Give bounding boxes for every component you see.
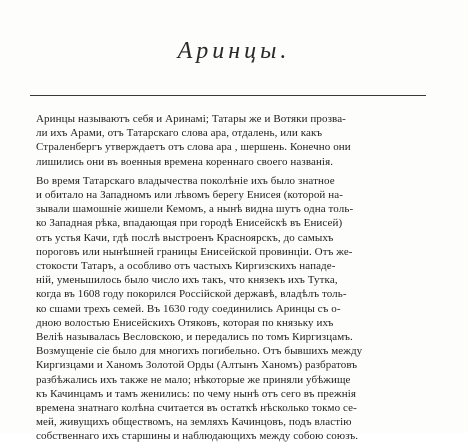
text-line: когда въ 1608 году покорился Россійской державѣ, владѣлъ толь- xyxy=(36,288,347,301)
paragraph-2 xyxy=(36,174,428,444)
body-text xyxy=(36,112,428,444)
text-line: Веліѣ называлась Весловскою, и передались по томъ Киргизцамъ. xyxy=(36,331,353,344)
text-line: Киргизцами и Ханомъ Золотой Орды (Алтынъ Ханомъ) разбратовъ xyxy=(36,359,358,372)
text-line: Во время Татарскаго владычества поколѣніе ихъ было знатное xyxy=(36,174,335,187)
text-line: ко сшами трехъ семей. Въ 1630 году соединились Аринцы съ о- xyxy=(36,302,341,315)
text-line: стокости Татаръ, а особливо отъ частыхъ Киргизскихъ нападе- xyxy=(36,260,336,273)
text-line: лишились они въ военныя времена кореннаго своего названія. xyxy=(36,155,334,168)
text-line: и обитало на Западномъ или лѣвомъ берегу Енисея (которой на- xyxy=(36,189,343,202)
text-line: собственнаго ихъ старшины и наблюдающихъ между собою союзъ. xyxy=(36,430,359,443)
text-line: отъ устья Качи, гдѣ послѣ выстроенъ Красноярскъ, до самыхъ xyxy=(36,231,334,244)
text-line: къ Качинцамъ и тамъ женились: по чему нынѣ отъ сего въ прежнія xyxy=(36,387,357,400)
text-line: Страленбергъ утверждаетъ отъ слова ара , шершень. Конечно они xyxy=(36,141,351,154)
title-divider xyxy=(30,95,426,96)
text-line: Аринцы называютъ себя и Аринамі; Татары же и Вотяки прозва- xyxy=(36,113,346,125)
text-line: пороговъ или нынѣшней границы Енисейской провинціи. Отъ же- xyxy=(36,245,353,258)
paragraph-1 xyxy=(36,112,428,169)
text-line: дною волостью Енисейскихъ Отяковъ, которая по князьку ихъ xyxy=(36,316,334,329)
text-line: разбѣжались ихъ также не мало; нѣкоторые же приняли убѣжище xyxy=(36,373,351,386)
text-line: времена знатнаго колѣна считается въ остаткѣ нѣсколько токмо се- xyxy=(36,402,357,415)
text-line: Возмущеніе сіе было для многихъ погибельно. Отъ бывшихъ между xyxy=(36,345,363,358)
text-line: зывали шамошніе жишели Кемомъ, а нынѣ видна шутъ одна толь- xyxy=(36,203,354,216)
text-line: ко Западная рѣка, впадающая при городѣ Енисейскѣ въ Енисей) xyxy=(36,217,343,230)
text-line: ли ихъ Арами, отъ Татарскаго слова ара, отдалень, или какъ xyxy=(36,127,323,140)
text-line: мей, живущихъ обществомъ, на земляхъ Качинцовъ, подъ властію xyxy=(36,416,352,429)
page-title: Аринцы. xyxy=(177,38,291,64)
text-line: ній, уменьшилось было число ихъ такъ, что князекъ ихъ Тутка, xyxy=(36,274,338,287)
